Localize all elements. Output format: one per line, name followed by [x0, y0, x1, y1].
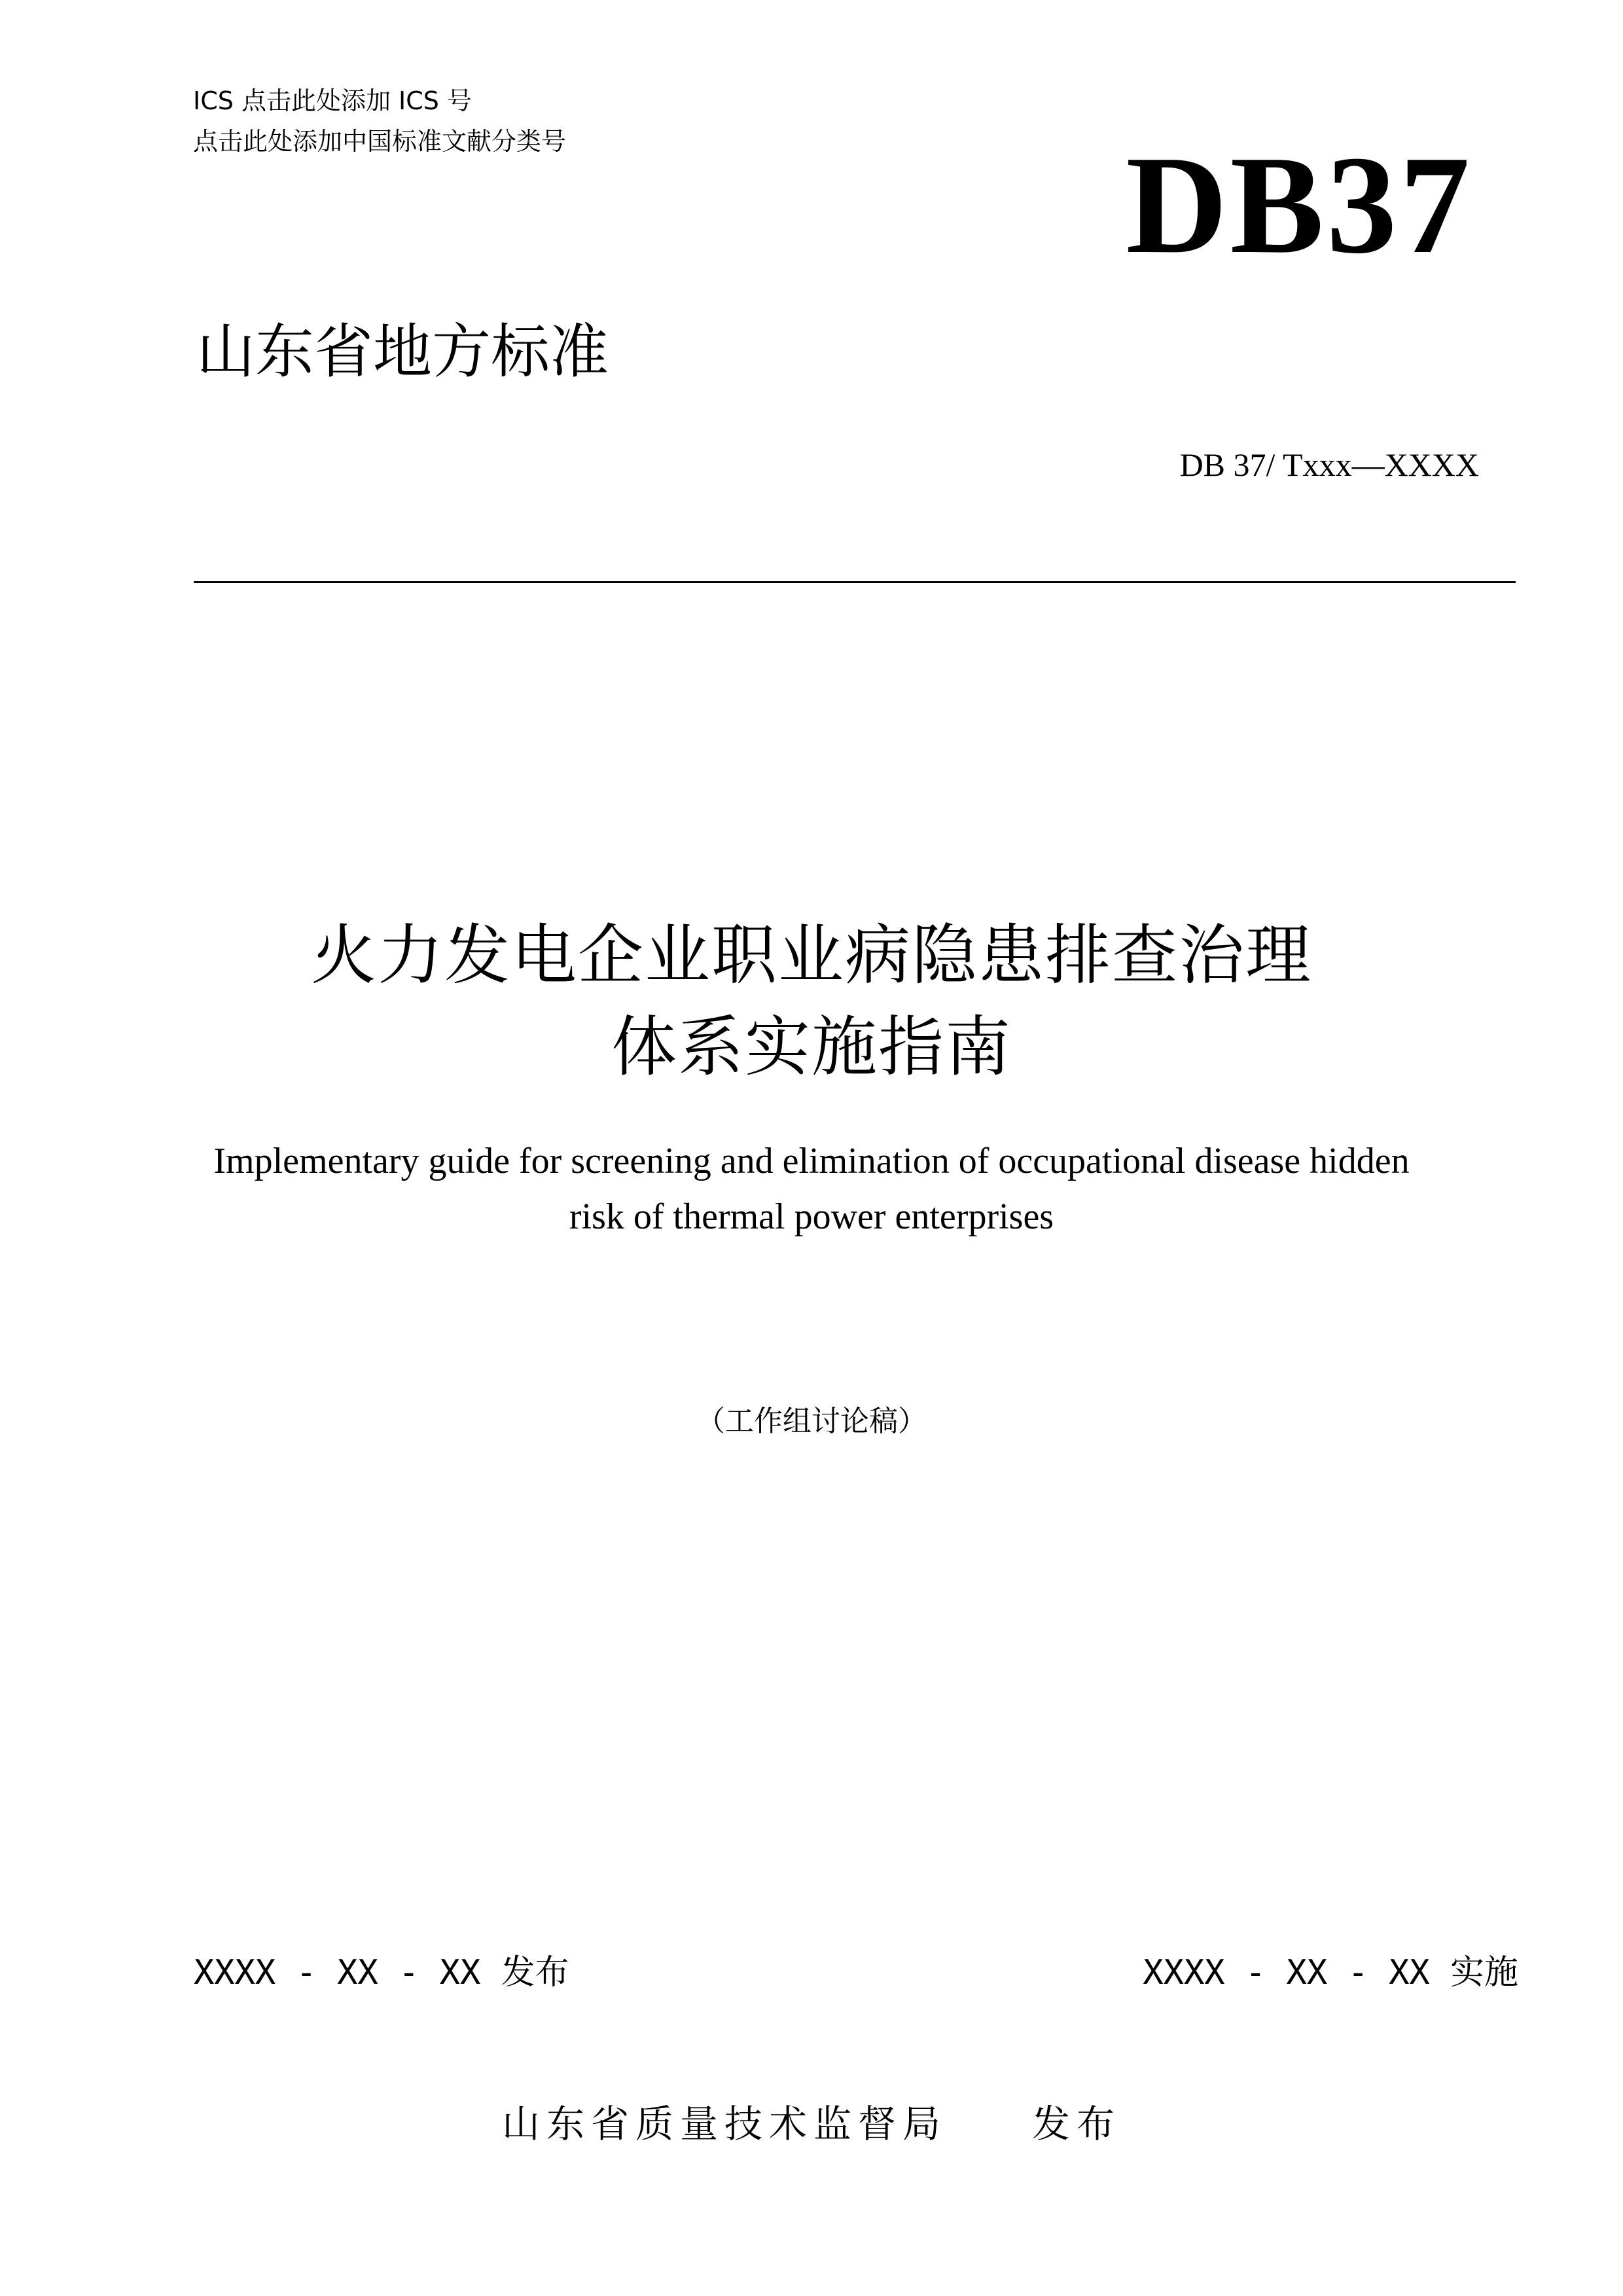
implement-date: XXXX - XX - XX 实施	[1143, 1953, 1518, 1992]
standard-category: 山东省地方标准	[196, 317, 609, 386]
db-logo: DB37	[1126, 126, 1472, 283]
title-en-line2: risk of thermal power enterprises	[569, 1196, 1054, 1237]
ccs-classification-number: 点击此处添加中国标准文献分类号	[193, 127, 567, 156]
issuer-block	[0, 2098, 1623, 2150]
draft-stage-label: （工作组讨论稿）	[696, 1405, 927, 1438]
issuer-name: 山东省质量技术监督局	[501, 2102, 947, 2146]
title-en-line1: Implementary guide for screening and elimination of occupational disease hidden	[213, 1141, 1410, 1181]
issue-date: XXXX - XX - XX 发布	[194, 1953, 569, 1992]
standard-number: DB 37/ Txxx—XXXX	[1179, 446, 1479, 483]
title-zh-line2: 体系实施指南	[611, 1009, 1012, 1085]
ics-number: ICS 点击此处添加 ICS 号	[193, 86, 472, 115]
issuer-action: 发布	[1032, 2102, 1122, 2146]
header-divider	[194, 581, 1516, 583]
title-zh-line1: 火力发电企业职业病隐患排查治理	[311, 917, 1312, 994]
